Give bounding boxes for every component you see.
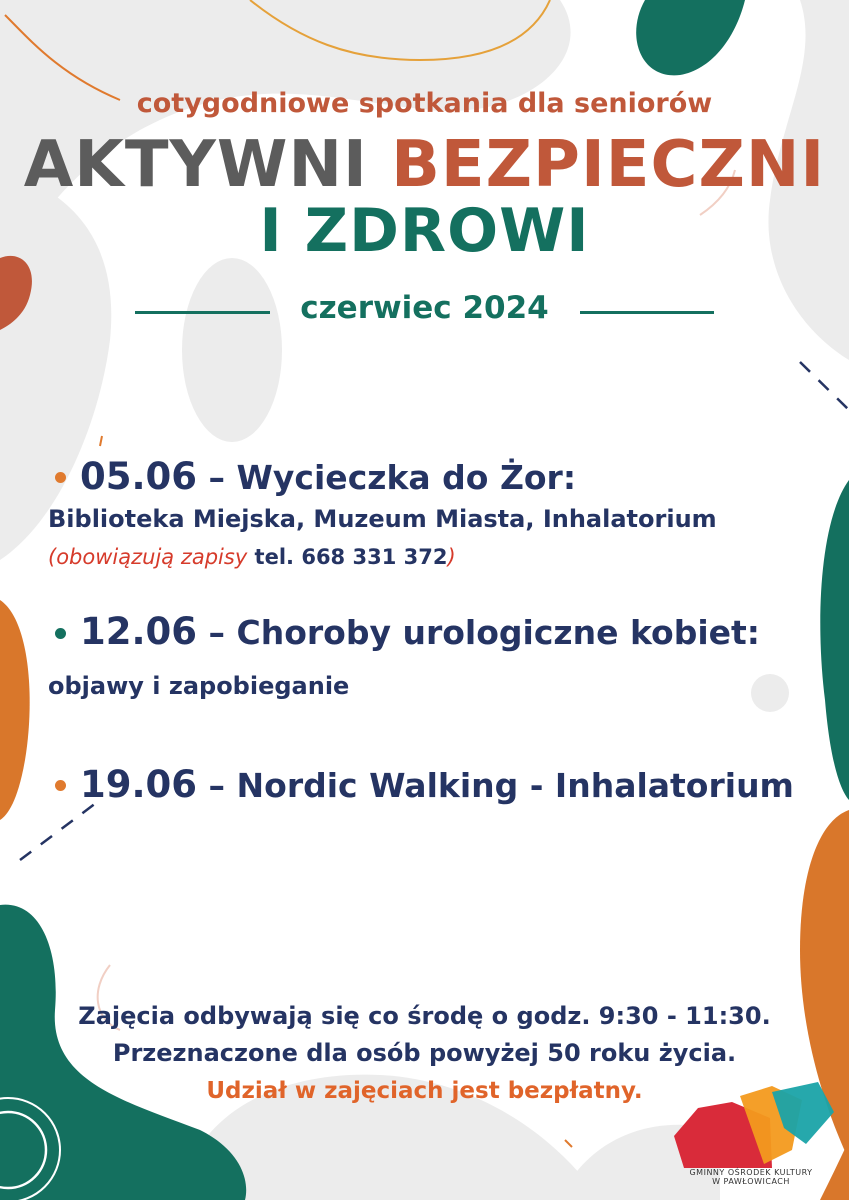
event-date: 05.06 (80, 455, 198, 498)
gok-logo (672, 1078, 837, 1170)
subtitle: cotygodniowe spotkania dla seniorów (136, 88, 713, 119)
orange-tick-1 (100, 436, 102, 446)
event-date: 12.06 (80, 610, 198, 653)
note-phone: tel. 668 331 372 (247, 545, 448, 569)
event-title (80, 763, 794, 806)
note-paren-close: ) (447, 545, 456, 569)
title-word-bezpieczni: BEZPIECZNI (391, 128, 826, 202)
logo-caption-line-1: GMINNY OŚRODEK KULTURY (689, 1168, 813, 1177)
event-bullet (55, 628, 66, 639)
teal-blob-top-right (636, 0, 745, 75)
event-date: 19.06 (80, 763, 198, 806)
event-text: – Choroby urologiczne kobiet: (197, 613, 760, 652)
dashed-line-right (800, 362, 849, 410)
footer-audience: Przeznaczone dla osób powyżej 50 roku życia. (112, 1039, 737, 1067)
orange-blob-left (0, 600, 30, 820)
event-bullet (55, 472, 66, 483)
event-title (80, 610, 760, 653)
gray-oval (182, 258, 282, 442)
event-bullet (55, 780, 66, 791)
event-detail: objawy i zapobieganie (48, 672, 350, 700)
logo-caption (676, 1168, 826, 1186)
teal-blob-right (820, 480, 849, 800)
event-text: – Nordic Walking - Inhalatorium (197, 766, 794, 805)
title-line-1 (0, 128, 849, 202)
month-label: czerwiec 2024 (300, 290, 549, 326)
title-line-2: I ZDROWI (259, 196, 590, 266)
month-rule-right (580, 311, 714, 314)
note-paren-open: ( (48, 545, 57, 569)
title-word-aktywni: AKTYWNI (23, 128, 368, 202)
event-detail: Biblioteka Miejska, Muzeum Miasta, Inhalatorium (48, 505, 717, 533)
event-title (80, 455, 576, 498)
note-registration: obowiązują zapisy (56, 545, 248, 569)
dashed-line-left (20, 800, 100, 860)
orange-tick-2 (565, 1140, 572, 1147)
event-text: – Wycieczka do Żor: (197, 458, 577, 497)
footer-schedule: Zajęcia odbywają się co środę o godz. 9:30 - 11:30. (78, 1002, 771, 1030)
gray-dot (751, 674, 789, 712)
logo-caption-line-2: W PAWŁOWICACH (712, 1177, 790, 1186)
event-note (48, 545, 456, 569)
footer-free: Udział w zajęciach jest bezpłatny. (206, 1078, 643, 1104)
